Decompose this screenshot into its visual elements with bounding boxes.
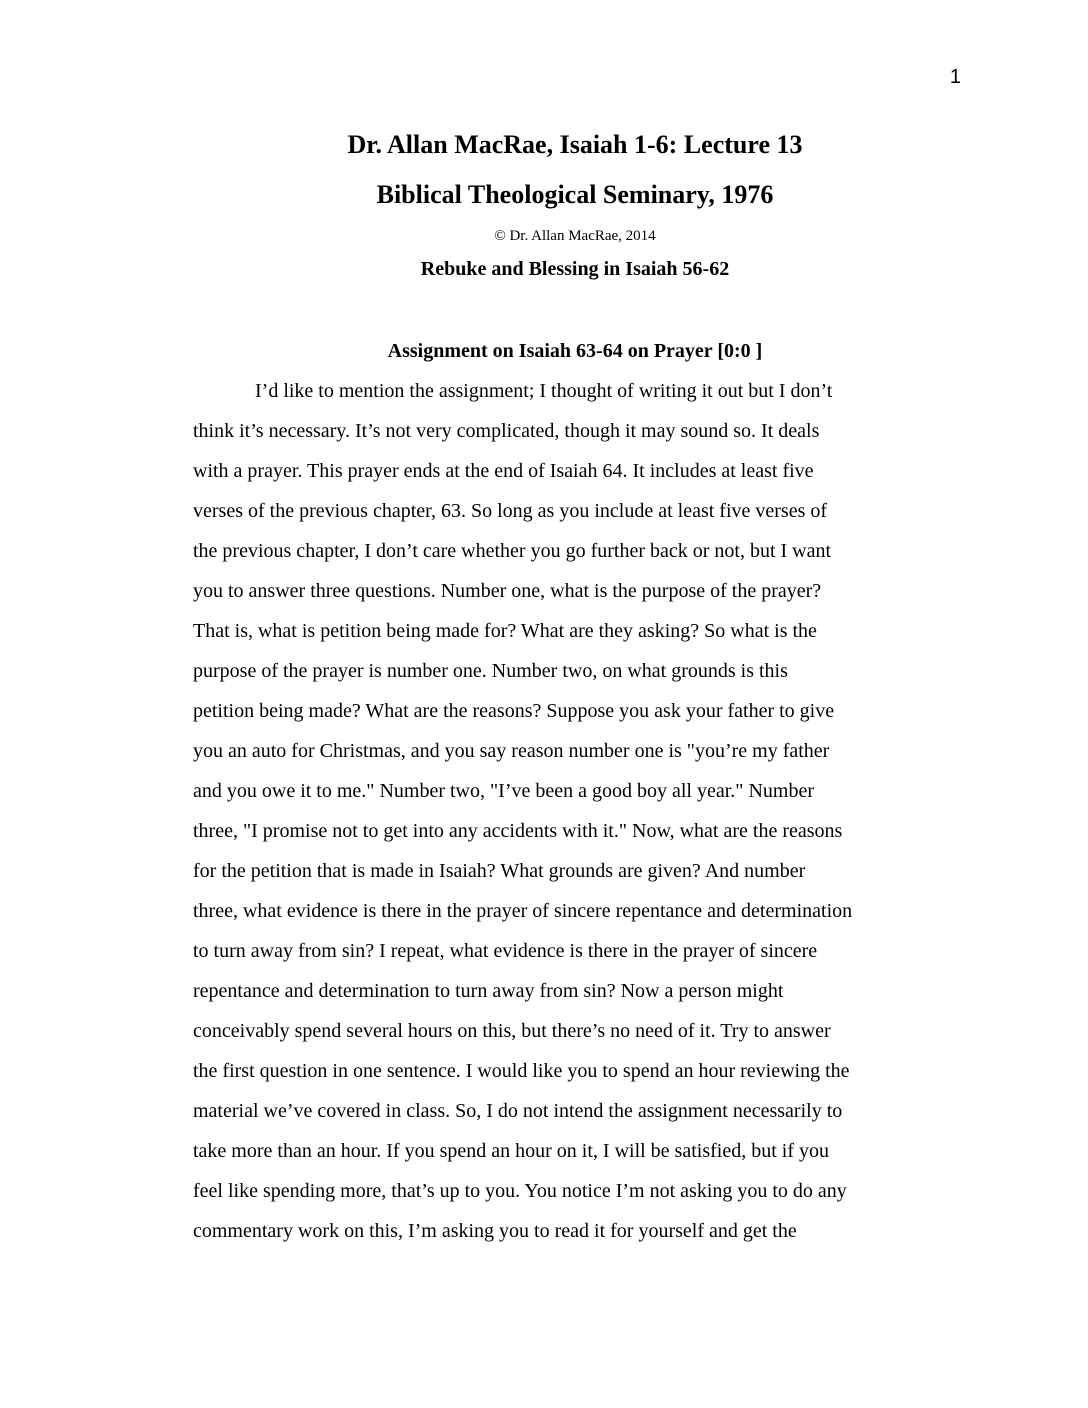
document-title: Dr. Allan MacRae, Isaiah 1-6: Lecture 13 [347, 130, 803, 159]
page-number: 1 [949, 66, 961, 88]
body-line: material we’ve covered in class. So, I do not intend the assignment necessarily to [193, 1100, 843, 1122]
body-line: with a prayer. This prayer ends at the end of Isaiah 64. It includes at least five [193, 460, 814, 482]
body-line: to turn away from sin? I repeat, what evidence is there in the prayer of sincere [193, 940, 818, 962]
body-line: for the petition that is made in Isaiah? What grounds are given? And number [193, 860, 806, 882]
body-line: three, what evidence is there in the prayer of sincere repentance and determination [193, 900, 853, 922]
body-line: That is, what is petition being made for? What are they asking? So what is the [193, 620, 817, 642]
lecture-topic: Rebuke and Blessing in Isaiah 56-62 [420, 258, 730, 280]
body-line: and you owe it to me." Number two, "I’ve been a good boy all year." Number [193, 780, 814, 802]
body-text [193, 371, 968, 1251]
document-subtitle-institution: Biblical Theological Seminary, 1976 [376, 180, 774, 209]
body-line: petition being made? What are the reasons? Suppose you ask your father to give [193, 700, 835, 722]
body-line: you an auto for Christmas, and you say reason number one is "you’re my father [193, 740, 830, 762]
body-line: three, "I promise not to get into any accidents with it." Now, what are the reasons [193, 820, 843, 842]
body-line: you to answer three questions. Number one, what is the purpose of the prayer? [193, 580, 822, 602]
body-line: the first question in one sentence. I would like you to spend an hour reviewing the [193, 1060, 850, 1082]
body-line: the previous chapter, I don’t care whether you go further back or not, but I want [193, 540, 832, 562]
body-line: conceivably spend several hours on this, but there’s no need of it. Try to answer [193, 1020, 831, 1042]
body-line: verses of the previous chapter, 63. So long as you include at least five verses of [193, 500, 828, 522]
section-heading: Assignment on Isaiah 63-64 on Prayer [0:0 ] [387, 340, 763, 362]
body-line: feel like spending more, that’s up to you. You notice I’m not asking you to do any [193, 1180, 847, 1202]
body-line: I’d like to mention the assignment; I thought of writing it out but I don’t [255, 380, 833, 402]
body-line: commentary work on this, I’m asking you to read it for yourself and get the [193, 1220, 797, 1242]
body-line: purpose of the prayer is number one. Number two, on what grounds is this [193, 660, 788, 682]
copyright-notice: © Dr. Allan MacRae, 2014 [494, 228, 656, 244]
body-line: take more than an hour. If you spend an hour on it, I will be satisfied, but if you [193, 1140, 829, 1162]
body-line: think it’s necessary. It’s not very complicated, though it may sound so. It deals [193, 420, 820, 442]
body-line: repentance and determination to turn away from sin? Now a person might [193, 980, 784, 1002]
